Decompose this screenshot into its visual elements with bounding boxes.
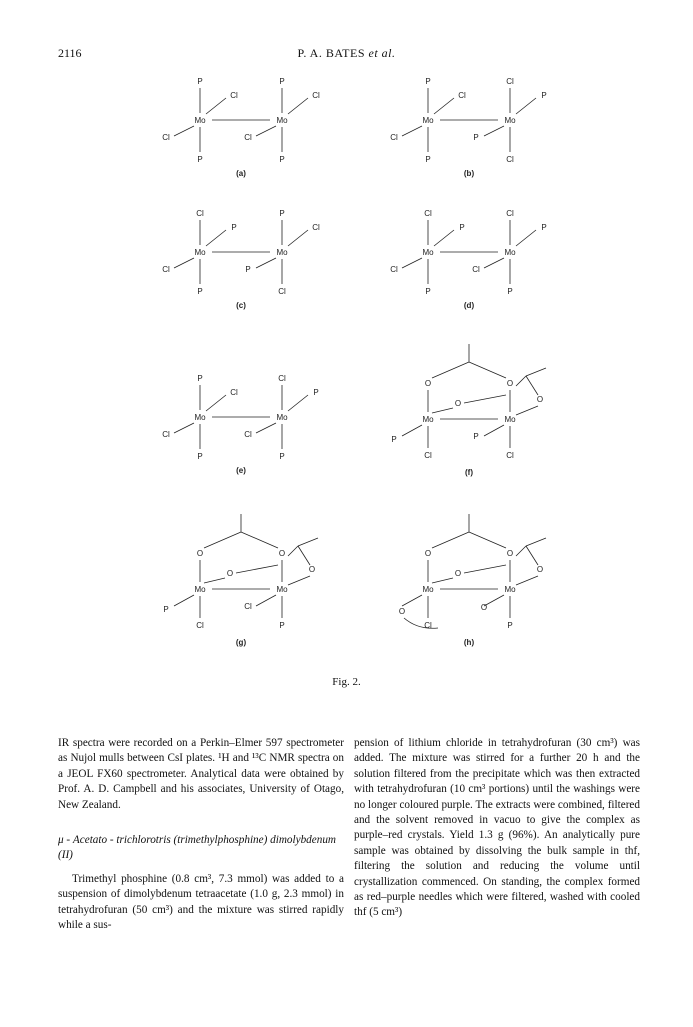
text-column-right [354,736,640,921]
structure-label-a: (a) [236,169,246,178]
structure-label-d: (d) [463,301,475,310]
oxygen-atom: O [506,379,514,388]
ligand-atom: Cl [196,621,204,630]
ligand-atom: P [425,287,431,296]
structure-e [162,374,318,475]
ligand-atom: P [473,432,479,441]
ligand-atom: P [425,155,431,164]
ligand-atom: P [279,621,285,630]
paragraph-synthesis-cont: pension of lithium chloride in tetrahydrofuran (30 cm³) was added. The mixture was stirred for a further 20 h and the solution filtered from the precipitate which was then extracted with tetrahydrofuran (10 cm³ portions) until the washings were no longer coloured purple. The extracts were combined, filtered and the solvent removed in vacuo to give the complex as purple–red crystals. Yield 1.3 g (96%). An analytically pure sample was obtained by dissolving the bulk sample in thf, filtering the solution and reducing the volume until crystallization commenced. On standing, the complex formed as red–purple needles which were filtered, washed with cooled thf (5 cm³) [354,737,640,919]
oxygen-atom: O [536,565,544,574]
ligand-atom: Cl [162,430,170,439]
structure-d [390,209,546,310]
structure-label-e: (e) [236,466,246,475]
mo-atom: Mo [504,585,516,594]
mo-atom: Mo [276,116,288,125]
mo-atom: Mo [422,585,434,594]
ligand-atom: Cl [244,133,252,142]
ligand-atom: Cl [312,223,320,232]
structure-label-g: (g) [235,638,247,647]
figure-caption: Fig. 2. [332,676,361,688]
paragraph-instruments: IR spectra were recorded on a Perkin–Elmer 597 spectrometer as Nujol mulls between CsI plates. ¹H and ¹³C NMR spectra on a JEOL FX60 spectrometer. Analytical data were obtained by Prof. A. D. Campbell and his associates, University of Otago, New Zealand. [58,737,344,811]
ligand-atom: P [541,223,547,232]
oxygen-atom: O [308,565,316,574]
ligand-atom: P [197,374,203,383]
oxygen-atom: O [454,399,462,408]
oxygen-atom: O [196,549,204,558]
ligand-atom: Cl [162,133,170,142]
oxygen-atom: O [536,395,544,404]
ligand-atom: P [197,452,203,461]
ligand-atom: Cl [506,451,514,460]
ligand-atom: Cl [506,155,514,164]
ligand-atom: P [507,621,513,630]
ligand-atom: Cl [162,265,170,274]
page-number: 2116 [58,46,82,60]
ligand-atom: Cl [506,77,514,86]
mo-atom: Mo [194,248,206,257]
mo-atom: Mo [276,585,288,594]
ligand-atom: Cl [278,287,286,296]
running-header-authors: P. A. BATES [297,46,366,60]
ligand-atom: Cl [424,451,432,460]
ligand-atom: Cl [390,133,398,142]
ligand-atom: P [197,155,203,164]
ligand-atom: Cl [390,265,398,274]
mo-atom: Mo [504,116,516,125]
ligand-atom: Cl [472,265,480,274]
structure-label-b: (b) [463,169,475,178]
ligand-atom: Cl [458,91,466,100]
ligand-atom: P [391,435,397,444]
structure-label-c: (c) [236,301,246,310]
ligand-atom: P [279,452,285,461]
structure-b [390,77,546,178]
ligand-atom: Cl [230,388,238,397]
mo-atom: Mo [504,248,516,257]
structure-c [162,209,320,310]
ligand-atom: Cl [244,602,252,611]
ligand-atom: Cl [278,374,286,383]
oxygen-atom: O [454,569,462,578]
structure-a [162,77,320,178]
ligand-atom: P [541,91,547,100]
ligand-atom: Cl [424,209,432,218]
ligand-atom: Cl [312,91,320,100]
ligand-atom: Cl [424,621,432,630]
ligand-atom: Cl [244,430,252,439]
ligand-atom: P [507,287,513,296]
oxygen-atom: O [480,603,488,612]
structure-label-f: (f) [465,468,473,477]
ligand-atom: P [163,605,169,614]
mo-atom: Mo [194,585,206,594]
oxygen-atom: O [226,569,234,578]
mo-atom: Mo [422,116,434,125]
mo-atom: Mo [276,413,288,422]
structure-g [163,514,318,647]
ligand-atom: P [425,77,431,86]
ligand-atom: P [473,133,479,142]
ligand-atom: P [245,265,251,274]
ligand-atom: P [197,77,203,86]
ligand-atom: P [197,287,203,296]
mo-atom: Mo [194,413,206,422]
ligand-atom: Cl [230,91,238,100]
structure-f [391,344,546,477]
mo-atom: Mo [194,116,206,125]
compound-heading: μ - Acetato - trichlorotris (trimethylphosphine) dimolybdenum (II) [58,834,337,862]
ligand-atom: Cl [506,209,514,218]
ligand-atom: P [459,223,465,232]
mo-atom: Mo [422,415,434,424]
oxygen-atom: O [506,549,514,558]
oxygen-atom: O [424,549,432,558]
structure-h [399,514,546,647]
paragraph-synthesis: Trimethyl phosphine (0.8 cm³, 7.3 mmol) was added to a suspension of dimolybdenum tetraacetate (1.0 g, 2.3 mmol) in tetrahydrofuran (50 cm³) and the mixture was stirred rapidly while a sus- [58,872,344,932]
mo-atom: Mo [504,415,516,424]
mo-atom: Mo [422,248,434,257]
ligand-atom: P [231,223,237,232]
oxygen-atom: O [278,549,286,558]
ligand-atom: Cl [196,209,204,218]
mo-atom: Mo [276,248,288,257]
oxygen-atom: O [398,607,406,616]
structure-label-h: (h) [463,638,475,647]
ligand-atom: P [279,209,285,218]
running-header-etal: et al. [368,46,396,60]
text-column-left [58,736,344,933]
oxygen-atom: O [424,379,432,388]
ligand-atom: P [279,155,285,164]
ligand-atom: P [279,77,285,86]
ligand-atom: P [313,388,319,397]
